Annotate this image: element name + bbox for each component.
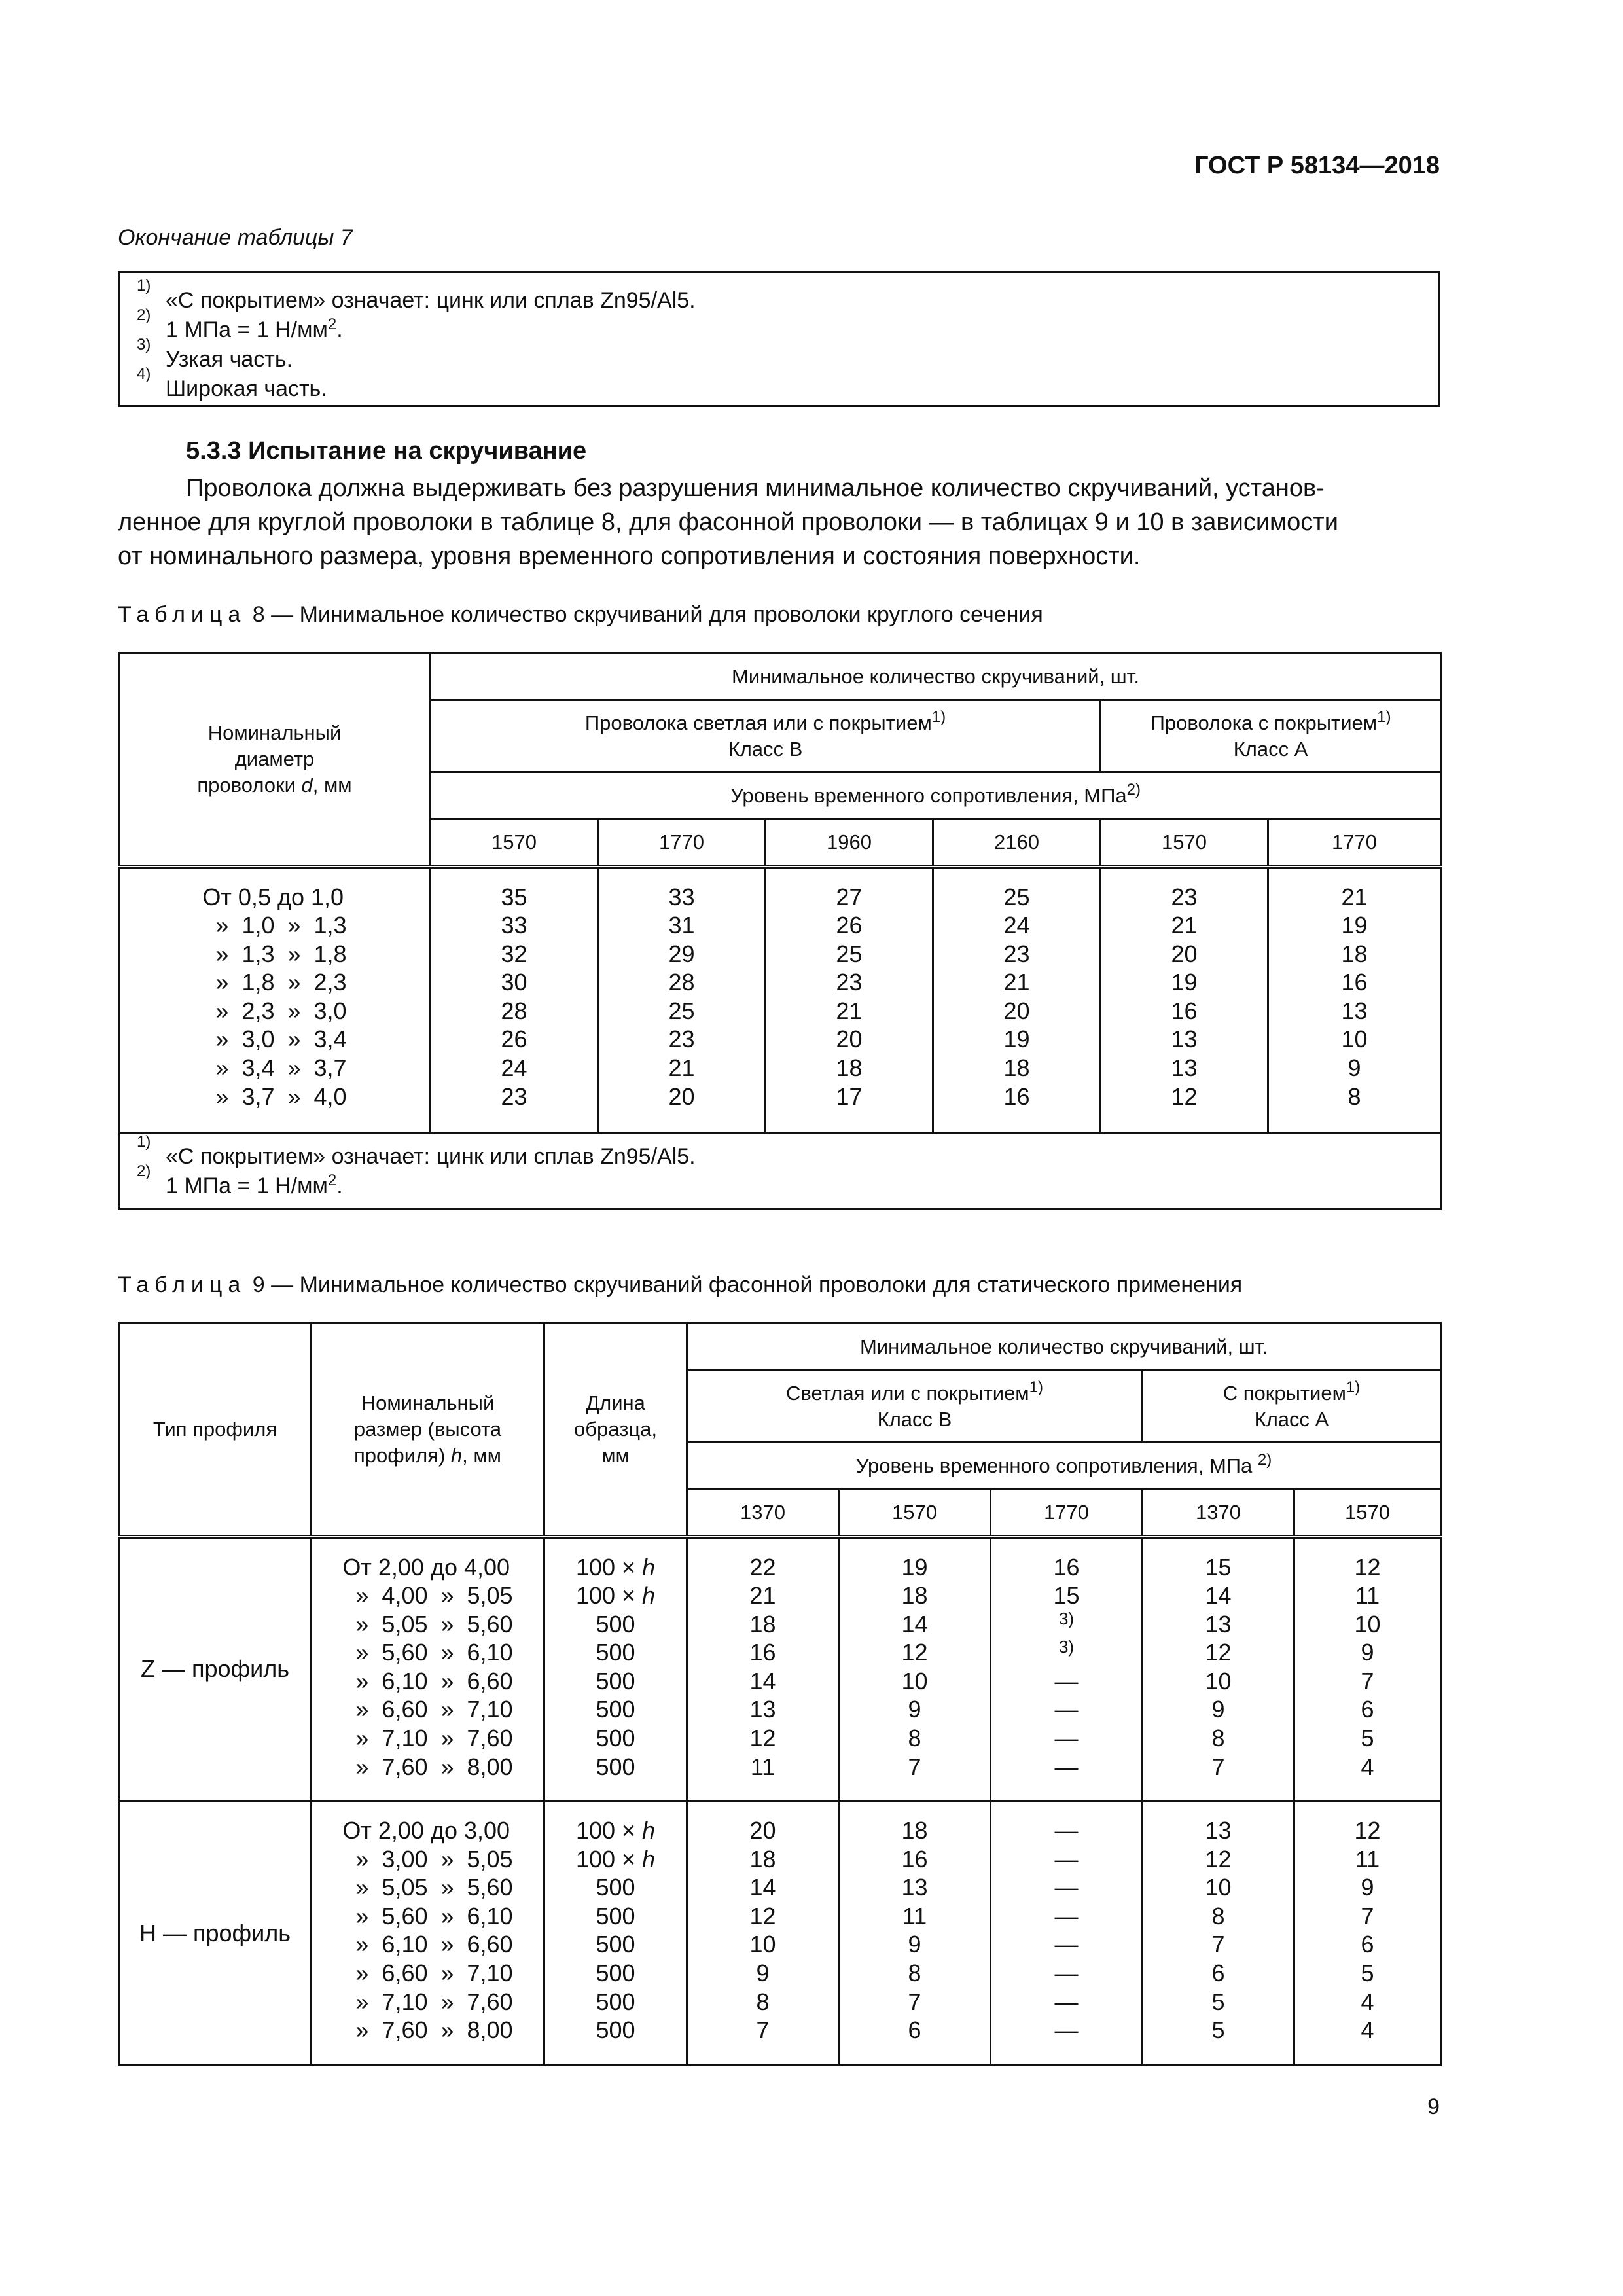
caption-text: 9 — Минимальное количество скручиваний фасонной проволоки для статического применения [252,1272,1243,1297]
table-cell: 18 [1341,940,1368,967]
table-cell: 5 [1361,1959,1374,1986]
table-cell: 10 [1205,1667,1232,1695]
table-cell: 18 [749,1610,776,1638]
value-column [839,1801,991,2066]
table-cell [545,1581,686,1610]
footnote: 1) «С покрытием» означает: цинк или сплав Zn95/Al5. [137,1132,696,1169]
size-list [342,1553,512,1782]
header-line: образца, [574,1417,657,1441]
header-line [1143,1380,1440,1407]
table-cell: 30 [501,969,527,996]
value-column [766,867,933,1134]
table-cell: 12 [749,1902,776,1929]
header-text: , мм [462,1443,501,1467]
table8-notes [119,1134,1441,1210]
table-cell: 11 [1355,1845,1380,1873]
header-text: С покрытием [1222,1381,1346,1405]
header-text: Светлая или с покрытием [786,1381,1029,1405]
table-cell: 28 [668,969,695,996]
table-cell: 500 [596,1988,635,2015]
table-cell: 8 [1211,1902,1225,1929]
footnote-ref: 2) [1257,1450,1272,1469]
length-text: 100 × [575,1582,643,1609]
table-cell: — [1054,1696,1079,1723]
table-cell: 7 [1211,1753,1225,1780]
length-column [544,1537,687,1801]
table-cell: 12 [1354,1553,1381,1581]
length-text: 100 × [575,1553,643,1581]
table-cell: 18 [749,1845,776,1873]
level-cell: 1570 [431,819,598,867]
table-cell: » 7,10 » 7,60 [342,1725,513,1752]
table-cell: 27 [836,883,863,910]
footnote: 4) Широкая часть. [137,365,327,401]
header-diameter [119,653,431,867]
table-cell: » 1,3 » 1,8 [202,940,347,967]
table-cell: 10 [901,1667,928,1695]
header-group: Минимальное количество скручиваний, шт. [431,653,1441,700]
level-cell: 1770 [1268,819,1441,867]
table-cell: 21 [836,997,863,1024]
header-line: Длина [586,1391,645,1414]
header-var: d [301,773,313,797]
table-cell: 7 [908,1753,921,1780]
table-cell: 500 [596,1639,635,1666]
table-cell: » 1,8 » 2,3 [202,969,347,996]
table-cell: 6 [1211,1959,1225,1986]
table-cell: » 3,7 » 4,0 [202,1083,347,1110]
table-cell: 500 [596,1696,635,1723]
header-line: размер (высота [353,1417,502,1441]
table-cell: — [1054,1959,1079,1986]
value-column [1268,867,1441,1134]
table-cell: » 3,00 » 5,05 [342,1845,513,1873]
paragraph-line: от номинального размера, уровня временного сопротивления и состояния поверхности. [118,543,1141,570]
table-cell: 4 [1361,1988,1374,2015]
header-line [312,1443,543,1469]
table-cell: 9 [1361,1874,1374,1901]
table-cell: 18 [1003,1054,1030,1082]
header-line: мм [601,1443,630,1467]
table-cell: 12 [749,1725,776,1752]
table-cell: » 3,4 » 3,7 [202,1054,347,1082]
level-cell: 1770 [991,1490,1143,1537]
table-cell: 19 [901,1553,928,1581]
table-cell: 13 [1171,1054,1198,1082]
table-cell: 13 [1171,1026,1198,1053]
header-nominal-size [312,1323,544,1537]
table-cell: 4 [1361,1753,1374,1780]
level-cell: 1570 [1101,819,1268,867]
table-cell: » 5,60 » 6,10 [342,1902,513,1929]
table-cell: » 4,00 » 5,05 [342,1582,513,1609]
table-cell: 500 [596,1874,635,1901]
table-cell: 20 [668,1083,695,1110]
table-cell: 21 [1003,969,1030,996]
table-cell: » 6,60 » 7,10 [342,1696,513,1723]
table-cell: — [1054,2017,1079,2044]
footnote-ref: 2) [1126,780,1141,798]
table-cell: 35 [501,883,527,910]
footnote-text: «С покрытием» означает: цинк или сплав Zn95/Al5. [166,288,696,313]
level-cell: 1770 [598,819,766,867]
table9 [118,1322,1442,2066]
value-column [687,1801,839,2066]
table-cell: 9 [1347,1054,1361,1082]
header-line: Номинальный [207,721,342,744]
value-column [687,1537,839,1801]
table-cell: 6 [908,2017,921,2044]
table-cell [545,1845,686,1874]
header-text: Проволока с покрытием [1150,711,1378,734]
table-cell: 20 [836,1026,863,1053]
value-column [839,1537,991,1801]
caption-text: 8 — Минимальное количество скручиваний для проволоки круглого сечения [252,602,1043,627]
table-cell: 18 [901,1582,928,1609]
length-var: h [642,1845,656,1873]
paragraph-line: ленное для круглой проволоки в таблице 8, для фасонной проволоки — в таблицах 9 и 10 в зависимости [118,509,1338,536]
header-line: Номинальный [361,1391,495,1414]
value-column [991,1537,1143,1801]
table-cell: 5 [1211,1988,1225,2015]
value-column [1143,1801,1294,2066]
length-var: h [642,1817,656,1844]
level-cell: 1960 [766,819,933,867]
table-cell: 10 [1341,1026,1368,1053]
table-cell: 15 [1205,1553,1232,1581]
table-cell: 14 [749,1874,776,1901]
table-cell: 8 [1347,1083,1361,1110]
footnote-ref: 1) [1377,708,1391,726]
table-cell: 13 [749,1696,776,1723]
value-column [933,867,1101,1134]
table9-caption [118,1272,1242,1298]
table-cell: 12 [1171,1083,1198,1110]
table-cell: 11 [902,1902,927,1929]
table-cell: 9 [908,1696,921,1723]
table-cell: 7 [1211,1931,1225,1958]
table-cell: 25 [836,940,863,967]
diameter-column [119,867,431,1134]
table-cell: 3) [1058,1608,1075,1628]
table-cell: 14 [749,1667,776,1695]
level-cell: 1370 [1143,1490,1294,1537]
table-cell: — [1054,1931,1079,1958]
table-cell: 11 [1355,1582,1380,1609]
footnote-text: 1 МПа = 1 Н/мм [166,317,328,342]
header-text: Уровень временного сопротивления, МПа [855,1454,1258,1477]
table-cell: 500 [596,1725,635,1752]
header-line [688,1380,1141,1407]
header-line: Класс В [728,737,803,761]
table-cell: — [1054,1753,1079,1780]
table-cell: » 5,05 » 5,60 [342,1874,513,1901]
length-column [544,1801,687,2066]
table-cell: 19 [1171,969,1198,996]
table7-notes [118,271,1440,407]
footnote: 2) 1 МПа = 1 $Н/мм^2$. [137,1162,343,1198]
table-cell: 26 [501,1026,527,1053]
table-cell: 500 [596,1753,635,1780]
table-cell: 14 [901,1610,928,1638]
header-line: Класс А [1254,1407,1329,1431]
table-cell: 10 [1205,1874,1232,1901]
value-column [1143,1537,1294,1801]
footnote-ref: 1) [931,708,946,726]
header-text: , мм [312,773,352,797]
table-cell: 7 [908,1988,921,2015]
table-cell: 24 [501,1054,527,1082]
size-list [342,1816,512,2045]
table-cell: 7 [756,2017,770,2044]
table-cell: 8 [756,1988,770,2015]
footnote-text: 1 МПа = 1 Н/мм [166,1173,328,1198]
section-title: 5.3.3 Испытание на скручивание [186,437,587,465]
table-cell: » 5,05 » 5,60 [342,1610,513,1638]
header-class-b [431,700,1101,772]
table-cell: От 2,00 до 3,00 [342,1817,510,1844]
table-cell: » 1,0 » 1,3 [202,912,347,939]
footnote-ref: 1) [1029,1378,1043,1396]
table-cell: 500 [596,1610,635,1638]
header-text: проволоки [197,773,302,797]
table-cell: 21 [668,1054,695,1082]
table-cell: 23 [501,1083,527,1110]
size-column [312,1537,544,1801]
table-cell: 12 [1205,1639,1232,1666]
table-cell: — [1054,1874,1079,1901]
table-cell: 23 [1171,883,1198,910]
table-cell: 29 [668,940,695,967]
table-cell: 18 [836,1054,863,1082]
table7-end-title: Окончание таблицы 7 [118,225,353,250]
table-cell: 9 [1361,1639,1374,1666]
table-cell: 19 [1341,912,1368,939]
table-cell: 11 [750,1753,776,1780]
table-cell: От 0,5 до 1,0 [202,883,344,910]
table-cell: 12 [1354,1817,1381,1844]
table-cell: 23 [836,969,863,996]
table-cell: 16 [1053,1553,1080,1581]
footnote-text: Узкая часть. [166,347,293,372]
level-cell: 2160 [933,819,1101,867]
table-cell: 13 [1341,997,1368,1024]
table-cell: 20 [1171,940,1198,967]
table-cell: 25 [1003,883,1030,910]
table-cell: 25 [668,997,695,1024]
table-cell: » 6,60 » 7,10 [342,1959,513,1986]
table-cell: 500 [596,1667,635,1695]
level-cell: 1570 [1294,1490,1441,1537]
header-group: Минимальное количество скручиваний, шт. [687,1323,1441,1371]
table-cell: 8 [908,1725,921,1752]
header-line [120,772,429,798]
table-cell: — [1054,1725,1079,1752]
header-class-b [687,1371,1143,1443]
table-cell [545,1553,686,1582]
paragraph-line: Проволока должна выдерживать без разрушения минимальное количество скручиваний, установ- [186,475,1325,502]
table-cell: 24 [1003,912,1030,939]
table-cell: 32 [501,940,527,967]
header-line: Класс В [877,1407,952,1431]
header-line [431,710,1099,736]
table-cell: 21 [1341,883,1368,910]
table-cell: » 6,10 » 6,60 [342,1667,513,1695]
table-cell: 13 [901,1874,928,1901]
table-cell: 9 [908,1931,921,1958]
table-cell: От 2,00 до 4,00 [342,1553,510,1581]
footnote-tail: . [336,317,343,342]
level-cell: 1370 [687,1490,839,1537]
value-column [1101,867,1268,1134]
header-sample-length [544,1323,687,1537]
table-cell: — [1054,1817,1079,1844]
table-cell: » 7,60 » 8,00 [342,2017,513,2044]
table-cell: » 7,60 » 8,00 [342,1753,513,1780]
table-cell: 14 [1205,1582,1232,1609]
table-cell: 500 [596,1959,635,1986]
table-cell: 16 [901,1845,928,1873]
length-text: 100 × [575,1817,643,1844]
header-strength [431,772,1441,819]
table-cell: 7 [1361,1667,1374,1695]
header-text: Уровень временного сопротивления, МПа [730,783,1127,807]
page-number: 9 [1427,2094,1440,2119]
table-cell: 33 [668,883,695,910]
table-cell: » 5,60 » 6,10 [342,1639,513,1666]
header-line: диаметр [234,747,315,770]
table-cell: 10 [1354,1610,1381,1638]
table-cell: 9 [756,1959,770,1986]
table-cell: 13 [1205,1817,1232,1844]
header-line [1101,710,1440,736]
footnote-text: «С покрытием» означает: цинк или сплав Zn95/Al5. [166,1143,696,1169]
table-cell: 22 [749,1553,776,1581]
caption-label: Таблица [118,602,247,627]
table-cell: 3) [1058,1637,1075,1657]
table-cell: 5 [1361,1725,1374,1752]
value-column [991,1801,1143,2066]
table-cell: » 7,10 » 7,60 [342,1988,513,2015]
length-var: h [642,1582,656,1609]
size-column [312,1801,544,2066]
table-cell: 31 [668,912,695,939]
table-cell: — [1054,1988,1079,2015]
table-cell: 7 [1361,1902,1374,1929]
value-column [598,867,766,1134]
header-strength [687,1443,1441,1490]
header-var: h [450,1443,463,1467]
table8-caption [118,602,1043,628]
table-cell: 10 [749,1931,776,1958]
footnote-text: Широкая часть. [166,376,327,401]
table-cell: 12 [901,1639,928,1666]
table-cell: » 3,0 » 3,4 [202,1026,347,1053]
table-cell: 18 [901,1817,928,1844]
table-cell: » 6,10 » 6,60 [342,1931,513,1958]
profile-type-cell: H — профиль [119,1801,312,2066]
footnote: 1) «С покрытием» означает: цинк или сплав Zn95/Al5. [137,277,696,313]
footnote-ref: 1) [1346,1378,1361,1396]
footnote-tail: . [336,1173,343,1198]
table-cell: 8 [908,1959,921,1986]
level-cell: 1570 [839,1490,991,1537]
header-profile-type: Тип профиля [119,1323,312,1537]
table-cell: 28 [501,997,527,1024]
standard-id: ГОСТ Р 58134—2018 [1194,152,1440,179]
table-cell: 21 [749,1582,776,1609]
table-cell: 21 [1171,912,1198,939]
table-cell: 5 [1211,2017,1225,2044]
table-cell: » 2,3 » 3,0 [202,997,347,1024]
table-cell: 4 [1361,2017,1374,2044]
table-cell: 33 [501,912,527,939]
table-cell: — [1054,1845,1079,1873]
table-cell: 17 [836,1083,863,1110]
table-cell: 500 [596,1931,635,1958]
table-cell: 8 [1211,1725,1225,1752]
table-cell: 13 [1205,1610,1232,1638]
footnote-sup: 2 [327,1171,337,1189]
table-cell: 15 [1053,1582,1080,1609]
header-text: профиля) [353,1443,451,1467]
header-class-a [1101,700,1441,772]
table-cell: 500 [596,1902,635,1929]
table-cell: 16 [1003,1083,1030,1110]
table-cell: 23 [1003,940,1030,967]
value-column [1294,1537,1441,1801]
table-cell [545,1816,686,1845]
table-cell: 16 [1171,997,1198,1024]
table-cell: 16 [1341,969,1368,996]
table-cell: 6 [1361,1931,1374,1958]
profile-type-cell: Z — профиль [119,1537,312,1801]
table-cell: 16 [749,1639,776,1666]
table-cell: — [1054,1902,1079,1929]
table-cell: 20 [749,1817,776,1844]
value-column [1294,1801,1441,2066]
table-cell: 500 [596,2017,635,2044]
header-text: Проволока светлая или с покрытием [584,711,932,734]
length-var: h [642,1553,656,1581]
footnote: 2) 1 МПа = 1 $Н/мм^2$. [137,306,343,342]
caption-label: Таблица [118,1272,247,1297]
footnote: 3) Узкая часть. [137,336,293,372]
value-column [431,867,598,1134]
table-cell: — [1054,1667,1079,1695]
table-cell: 20 [1003,997,1030,1024]
table-cell: 9 [1211,1696,1225,1723]
table8 [118,652,1442,1210]
table-cell: 26 [836,912,863,939]
header-line: Класс А [1233,737,1308,761]
table-cell: 6 [1361,1696,1374,1723]
footnote-sup: 2 [327,315,337,333]
table-cell: 12 [1205,1845,1232,1873]
length-text: 100 × [575,1845,643,1873]
table-cell: 23 [668,1026,695,1053]
header-class-a [1143,1371,1441,1443]
section-paragraph [118,471,1440,573]
table-cell: 19 [1003,1026,1030,1053]
